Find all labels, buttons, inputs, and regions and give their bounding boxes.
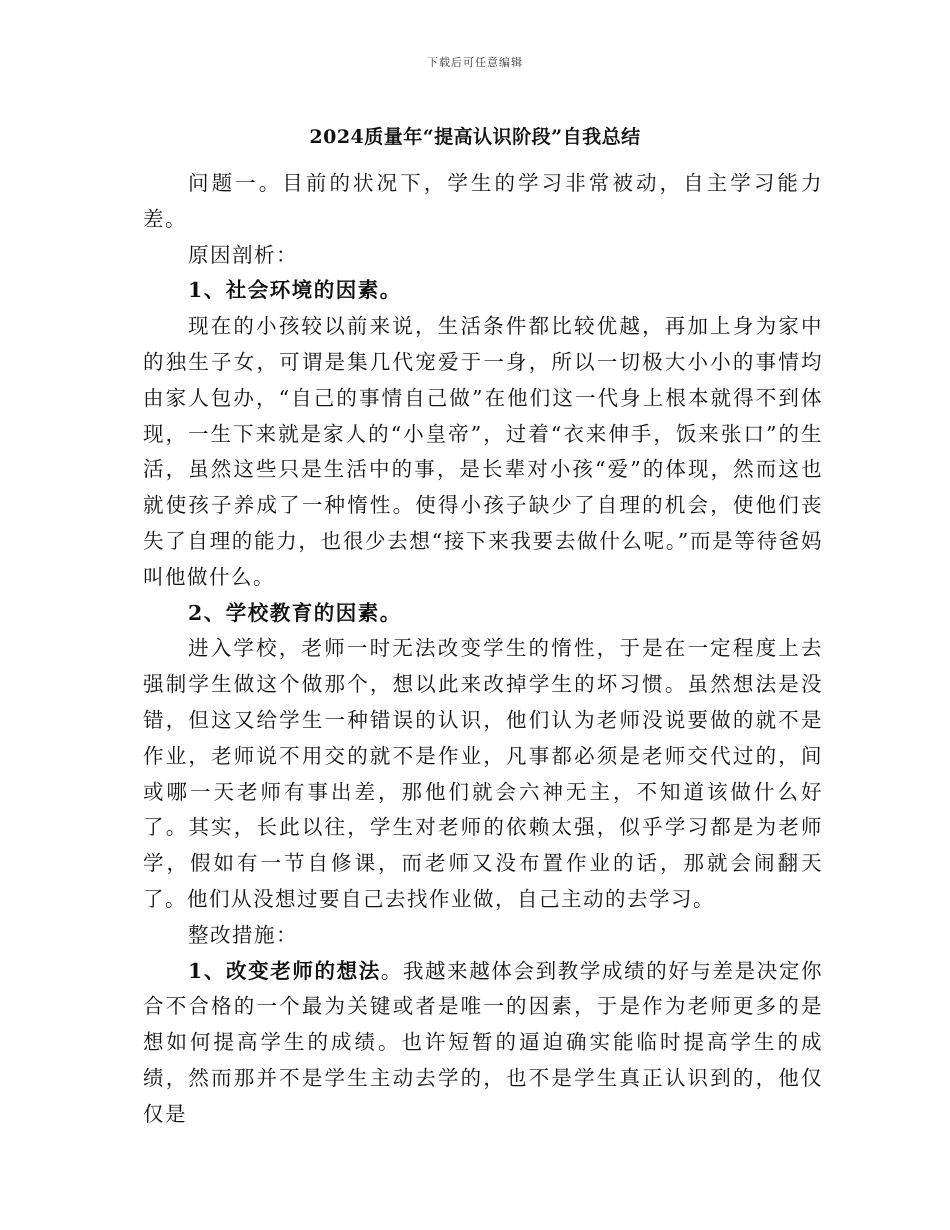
document-title: 2024质量年“提高认识阶段”自我总结 <box>309 126 641 148</box>
inline-heading-change-teacher-thinking: 1、改变老师的想法 <box>188 958 381 983</box>
document-body <box>143 166 823 1133</box>
section-heading-social-environment: 1、社会环境的因素。 <box>188 278 402 303</box>
header-note: 下载后可任意编辑 <box>427 56 523 69</box>
paragraph-change-teacher-thinking-text: 。我越来越体会到教学成绩的好与差是决定你合不合格的一个最为关键或者是唯一的因素，于是作为老师更多的是想如何提高学生的成绩。也许短暂的逼迫确实能临时提高学生的成绩，然而那并不是学生主动去学的，也不是学生真正认识到的，他仅仅是 <box>143 958 824 1126</box>
section-heading-school-education: 2、学校教育的因素。 <box>188 600 402 625</box>
paragraph-problem-one: 问题一。目前的状况下，学生的学习非常被动，自主学习能力差。 <box>143 171 823 231</box>
paragraph-rectification-label: 整改措施： <box>188 922 298 947</box>
paragraph-change-teacher-thinking <box>143 954 823 1133</box>
paragraph-social-environment: 现在的小孩较以前来说，生活条件都比较优越，再加上身为家中的独生子女，可谓是集几代宠爱于一身，所以一切极大小小的事情均由家人包办，“自己的事情自己做”在他们这一代身上根本就得不到体现，一生下来就是家人的“小皇帝”，过着“衣来伸手，饭来张口”的生活，虽然这些只是生活中的事，是长辈对小孩“爱”的体现，然而这也就使孩子养成了一种惰性。使得小孩子缺少了自理的机会，使他们丧失了自理的能力，也很少去想“接下来我要去做什么呢。”而是等待爸妈叫他做什么。 <box>143 314 823 589</box>
paragraph-school-education: 进入学校，老师一时无法改变学生的惰性，于是在一定程度上去强制学生做这个做那个，想以此来改掉学生的坏习惯。虽然想法是没错，但这又给学生一种错误的认识，他们认为老师没说要做的就不是作业，老师说不用交的就不是作业，凡事都必须是老师交代过的，间或哪一天老师有事出差，那他们就会六神无主，不知道该做什么好了。其实，长此以往，学生对老师的依赖太强，似乎学习都是为老师学，假如有一节自修课，而老师又没布置作业的话，那就会闹翻天了。他们从没想过要自己去找作业做，自己主动的去学习。 <box>143 636 823 911</box>
paragraph-cause-analysis-label: 原因剖析： <box>188 242 298 267</box>
